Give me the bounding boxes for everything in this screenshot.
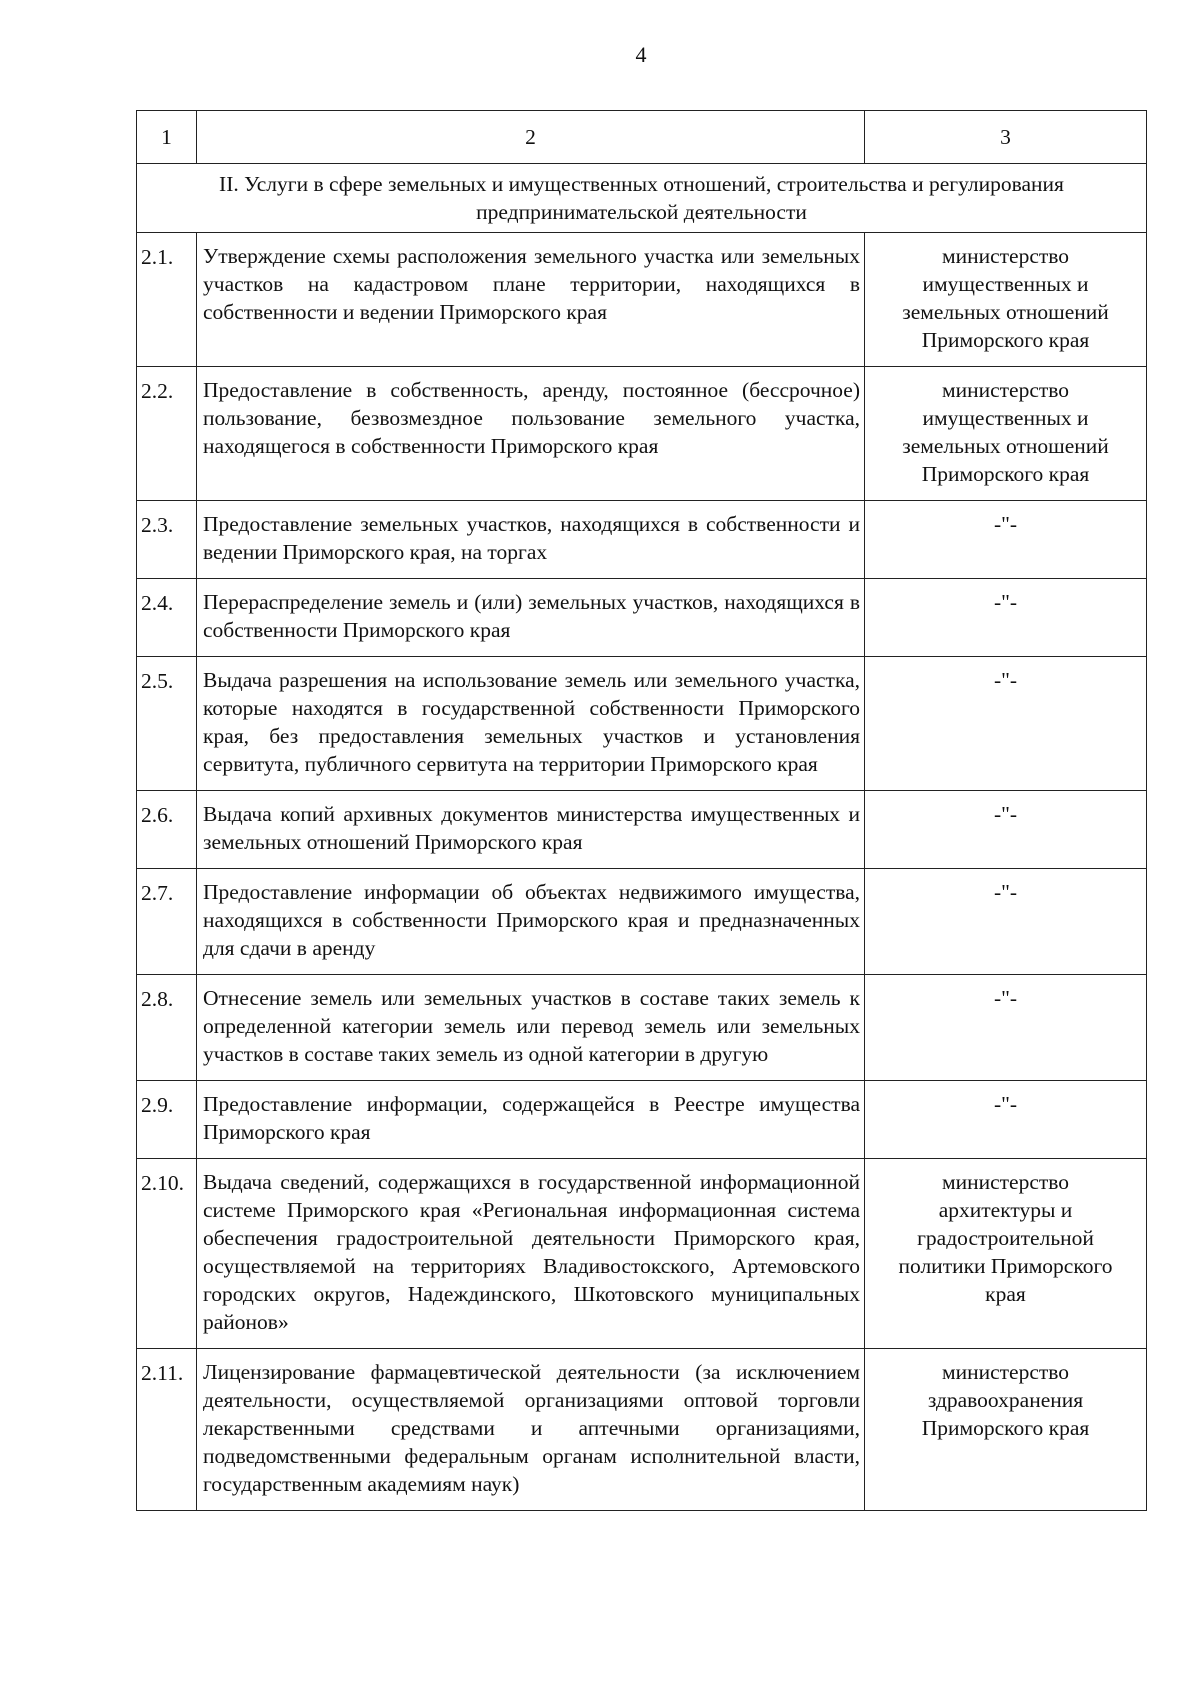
table-row [137, 233, 1147, 367]
responsible-body: министерство здравоохранения Приморского края [865, 1349, 1147, 1511]
table-row [137, 579, 1147, 657]
responsible-body: -"- [865, 975, 1147, 1081]
row-number: 2.3. [137, 501, 197, 579]
section-title-row [137, 164, 1147, 233]
responsible-body: министерство архитектуры и градостроительной политики Приморского края [865, 1159, 1147, 1349]
row-number: 2.4. [137, 579, 197, 657]
service-description: Выдача разрешения на использование земель или земельного участка, которые находятся в государственной собственности Приморского края, без предоставления земельных участков и установления сервитута, публичного сервитута на территории Приморского края [197, 657, 865, 791]
services-table [136, 110, 1147, 1511]
service-description: Утверждение схемы расположения земельного участка или земельных участков на кадастровом плане территории, находящихся в собственности и ведении Приморского края [197, 233, 865, 367]
service-description: Предоставление информации, содержащейся в Реестре имущества Приморского края [197, 1081, 865, 1159]
table-row [137, 1349, 1147, 1511]
row-number: 2.8. [137, 975, 197, 1081]
table-row [137, 1081, 1147, 1159]
row-number: 2.1. [137, 233, 197, 367]
service-description: Перераспределение земель и (или) земельных участков, находящихся в собственности Приморского края [197, 579, 865, 657]
responsible-body: -"- [865, 501, 1147, 579]
table-row [137, 657, 1147, 791]
service-description: Предоставление в собственность, аренду, постоянное (бессрочное) пользование, безвозмездное пользование земельного участка, находящегося в собственности Приморского края [197, 367, 865, 501]
row-number: 2.2. [137, 367, 197, 501]
row-number: 2.6. [137, 791, 197, 869]
header-cell-service: 2 [197, 111, 865, 164]
service-description: Выдача копий архивных документов министерства имущественных и земельных отношений Приморского края [197, 791, 865, 869]
page-number: 4 [635, 42, 647, 67]
responsible-body: министерство имущественных и земельных отношений Приморского края [865, 233, 1147, 367]
service-description: Предоставление земельных участков, находящихся в собственности и ведении Приморского края, на торгах [197, 501, 865, 579]
service-description: Предоставление информации об объектах недвижимого имущества, находящихся в собственности Приморского края и предназначенных для сдачи в аренду [197, 869, 865, 975]
table-row [137, 975, 1147, 1081]
table-row [137, 501, 1147, 579]
table-row [137, 1159, 1147, 1349]
header-cell-number: 1 [137, 111, 197, 164]
table-row [137, 869, 1147, 975]
responsible-body: -"- [865, 1081, 1147, 1159]
responsible-body: -"- [865, 791, 1147, 869]
service-description: Лицензирование фармацевтической деятельности (за исключением деятельности, осуществляемой организациями оптовой торговли лекарственными средствами и аптечными организациями, подведомственными федеральным органам исполнительной власти, государственным академиям наук) [197, 1349, 865, 1511]
service-description: Выдача сведений, содержащихся в государственной информационной системе Приморского края «Региональная информационная система обеспечения градостроительной деятельности Приморского края, осуществляемой на территориях Владивостокского, Артемовского городских округов, Надеждинского, Шкотовского муниципальных районов» [197, 1159, 865, 1349]
table-row [137, 367, 1147, 501]
row-number: 2.11. [137, 1349, 197, 1511]
responsible-body: -"- [865, 869, 1147, 975]
row-number: 2.7. [137, 869, 197, 975]
responsible-body: министерство имущественных и земельных отношений Приморского края [865, 367, 1147, 501]
section-title: II. Услуги в сфере земельных и имущественных отношений, строительства и регулирования предпринимательской деятельности [137, 164, 1147, 233]
service-description: Отнесение земель или земельных участков в составе таких земель к определенной категории земель или перевод земель или земельных участков в составе таких земель из одной категории в другую [197, 975, 865, 1081]
header-cell-responsible: 3 [865, 111, 1147, 164]
table-header-row [137, 111, 1147, 164]
table-row [137, 791, 1147, 869]
responsible-body: -"- [865, 579, 1147, 657]
row-number: 2.9. [137, 1081, 197, 1159]
responsible-body: -"- [865, 657, 1147, 791]
row-number: 2.10. [137, 1159, 197, 1349]
row-number: 2.5. [137, 657, 197, 791]
